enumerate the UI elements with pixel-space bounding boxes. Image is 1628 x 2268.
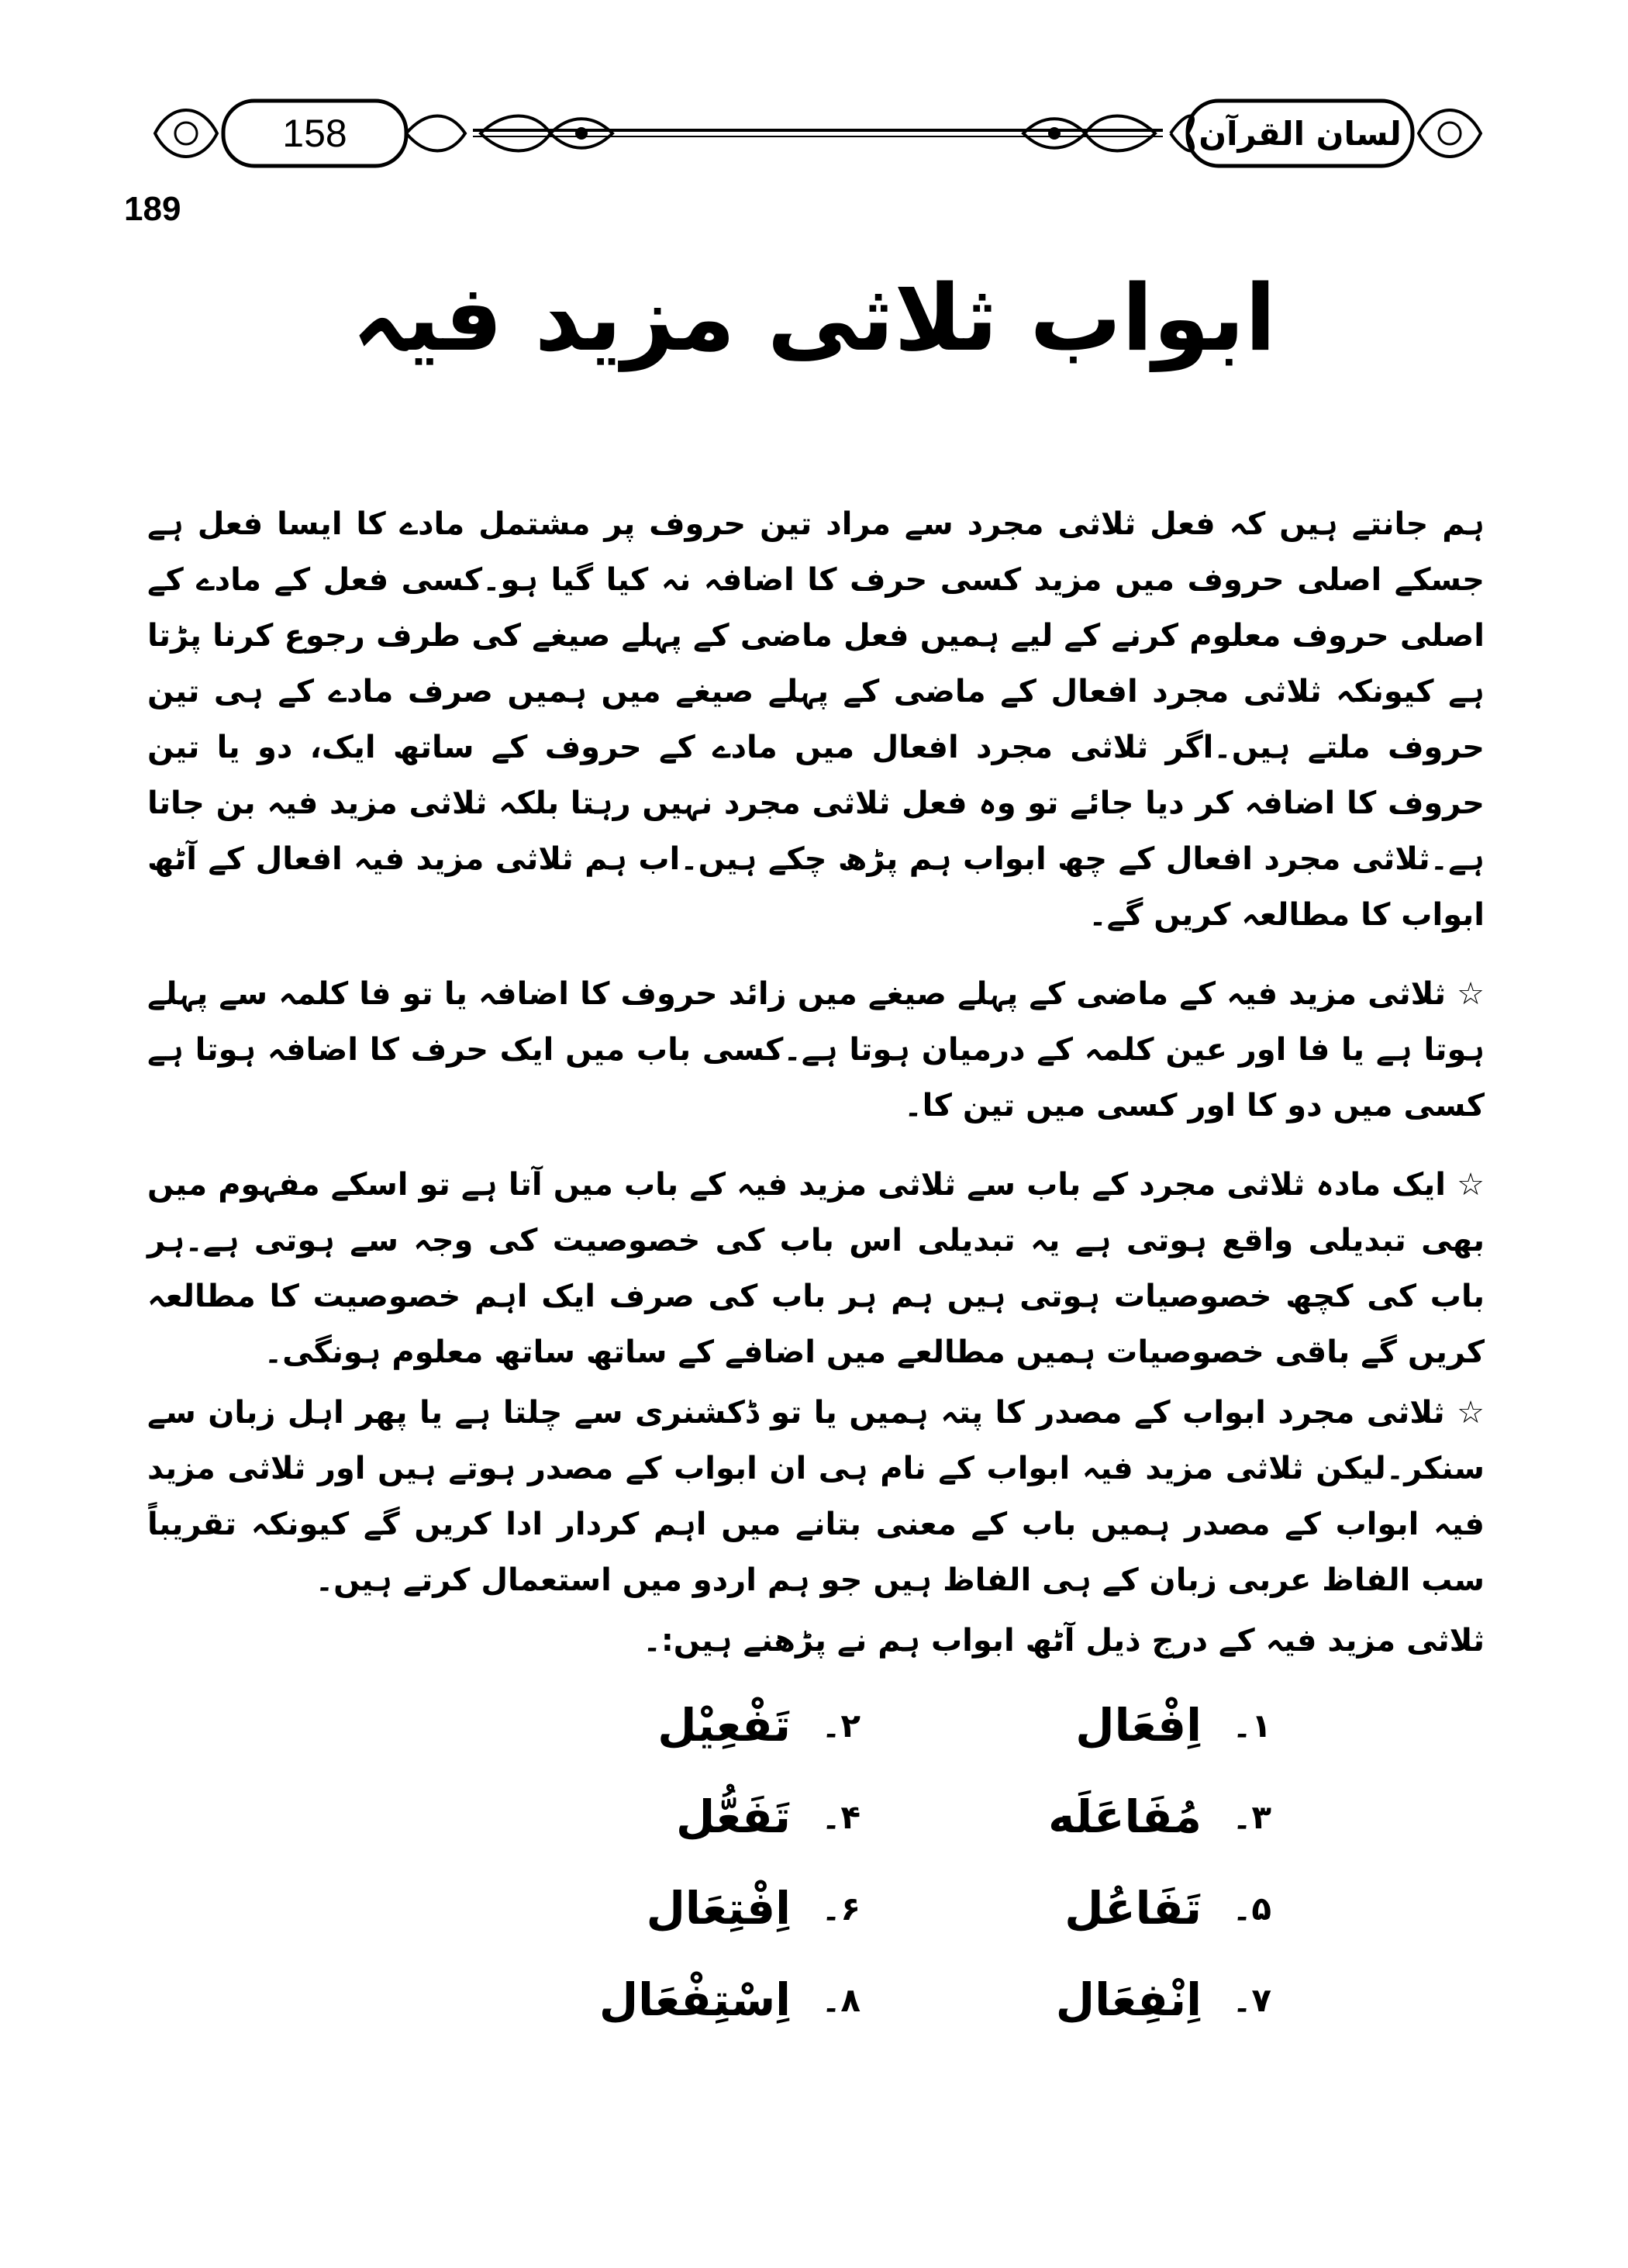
list-item <box>647 1873 861 1943</box>
forms-list <box>496 1690 1271 2039</box>
form-number: ۸۔ <box>821 1980 861 2019</box>
list-item <box>676 1782 861 1852</box>
form-number: ۴۔ <box>821 1797 861 1836</box>
form-number: ۲۔ <box>821 1706 861 1745</box>
form-word: مُفَاعَلَه <box>1048 1790 1202 1843</box>
list-item <box>599 1965 861 2035</box>
form-number: ۶۔ <box>821 1889 861 1928</box>
book-title: لسان القرآن <box>1199 114 1402 153</box>
form-number: ۷۔ <box>1232 1980 1271 2019</box>
form-number: ۳۔ <box>1232 1797 1271 1836</box>
form-word: اِفْتِعَال <box>646 1882 791 1935</box>
chapter-title: ابواب ثلاثی مزید فیہ <box>351 264 1277 371</box>
paragraph-intro: ہم جانتے ہیں کہ فعل ثلاثی مجرد سے مراد تین حروف پر مشتمل مادے کا ایسا فعل ہے جسکے اصلی حروف میں مزید کسی حرف کا اضافہ نہ کیا گیا ہو۔کسی فعل کے مادے کے اصلی حروف معلوم کرنے کے لیے ہمیں فعل ماضی کے پہلے صیغے کی طرف رجوع کرنا پڑتا ہے کیونکہ ثلاثی مجرد افعال کے ماضی کے پہلے صیغے میں ہمیں صرف مادے کے ہی تین حروف ملتے ہیں۔اگر ثلاثی مجرد افعال میں مادے کے حروف کے ساتھ ایک، دو یا تین حروف کا اضافہ کر دیا جائے تو وہ فعل ثلاثی مجرد نہیں رہتا بلکہ ثلاثی مزید فیہ بن جاتا ہے۔ثلاثی مجرد افعال کے چھ ابواب ہم پڑھ چکے ہیں۔اب ہم ثلاثی مزید فیہ افعال کے آٹھ ابواب کا مطالعہ کریں گے۔ <box>147 506 1485 933</box>
page-header-banner <box>147 87 1488 180</box>
list-item <box>1064 1873 1271 1943</box>
form-word: تَفَعُّل <box>675 1790 791 1843</box>
list-item <box>1075 1690 1271 1760</box>
form-word: اِسْتِفْعَال <box>598 1973 791 2026</box>
form-number: ۵۔ <box>1232 1889 1271 1928</box>
paragraph-list-intro: ثلاثی مزید فیہ کے درج ذیل آٹھ ابواب ہم نے پڑھنے ہیں:۔ <box>643 1623 1485 1659</box>
form-word: اِفْعَال <box>1075 1699 1202 1752</box>
paragraph-note-3: ☆ ثلاثی مجرد ابواب کے مصدر کا پتہ ہمیں یا تو ڈکشنری سے چلتا ہے یا پھر اہل زبان سے سنکر۔لیکن ثلاثی مزید فیہ ابواب کے نام ہی ان ابواب کے مصدر ہوتے ہیں اور ثلاثی مزید فیہ ابواب کے مصدر ہمیں باب کے معنی بتانے میں اہم کردار ادا کریں گے کیونکہ تقریباً سب الفاظ عربی زبان کے ہی الفاظ ہیں جو ہم اردو میں استعمال کرتے ہیں۔ <box>147 1395 1485 1598</box>
paragraph-note-2: ☆ ایک مادہ ثلاثی مجرد کے باب سے ثلاثی مزید فیہ کے باب میں آتا ہے تو اسکے مفہوم میں بھی تبدیلی واقع ہوتی ہے یہ تبدیلی اس باب کی خصوصیت کی وجہ سے ہوتی ہے۔ہر باب کی کچھ خصوصیات ہوتی ہیں ہم ہر باب کی صرف ایک اہم خصوصیت کا مطالعہ کریں گے باقی خصوصیات ہمیں مطالعے میں اضافے کے ساتھ ساتھ معلوم ہونگی۔ <box>147 1167 1485 1370</box>
form-word: تَفْعِیْل <box>657 1699 791 1752</box>
list-item <box>657 1690 861 1760</box>
form-number: ۱۔ <box>1232 1706 1271 1745</box>
reference-number: 189 <box>124 190 181 228</box>
paragraph-note-1: ☆ ثلاثی مزید فیہ کے ماضی کے پہلے صیغے میں زائد حروف کا اضافہ یا تو فا کلمہ سے پہلے ہوتا ہے یا فا اور عین کلمہ کے درمیان ہوتا ہے۔کسی باب میں ایک حرف کا اضافہ ہوتا ہے کسی میں دو کا اور کسی میں تین کا۔ <box>147 976 1485 1124</box>
body-text <box>147 496 1485 1692</box>
form-word: اِنْفِعَال <box>1055 1973 1202 2026</box>
form-word: تَفَاعُل <box>1064 1882 1202 1935</box>
page-number: 158 <box>282 112 347 155</box>
list-item <box>1056 1965 1271 2035</box>
list-item <box>1048 1782 1271 1852</box>
